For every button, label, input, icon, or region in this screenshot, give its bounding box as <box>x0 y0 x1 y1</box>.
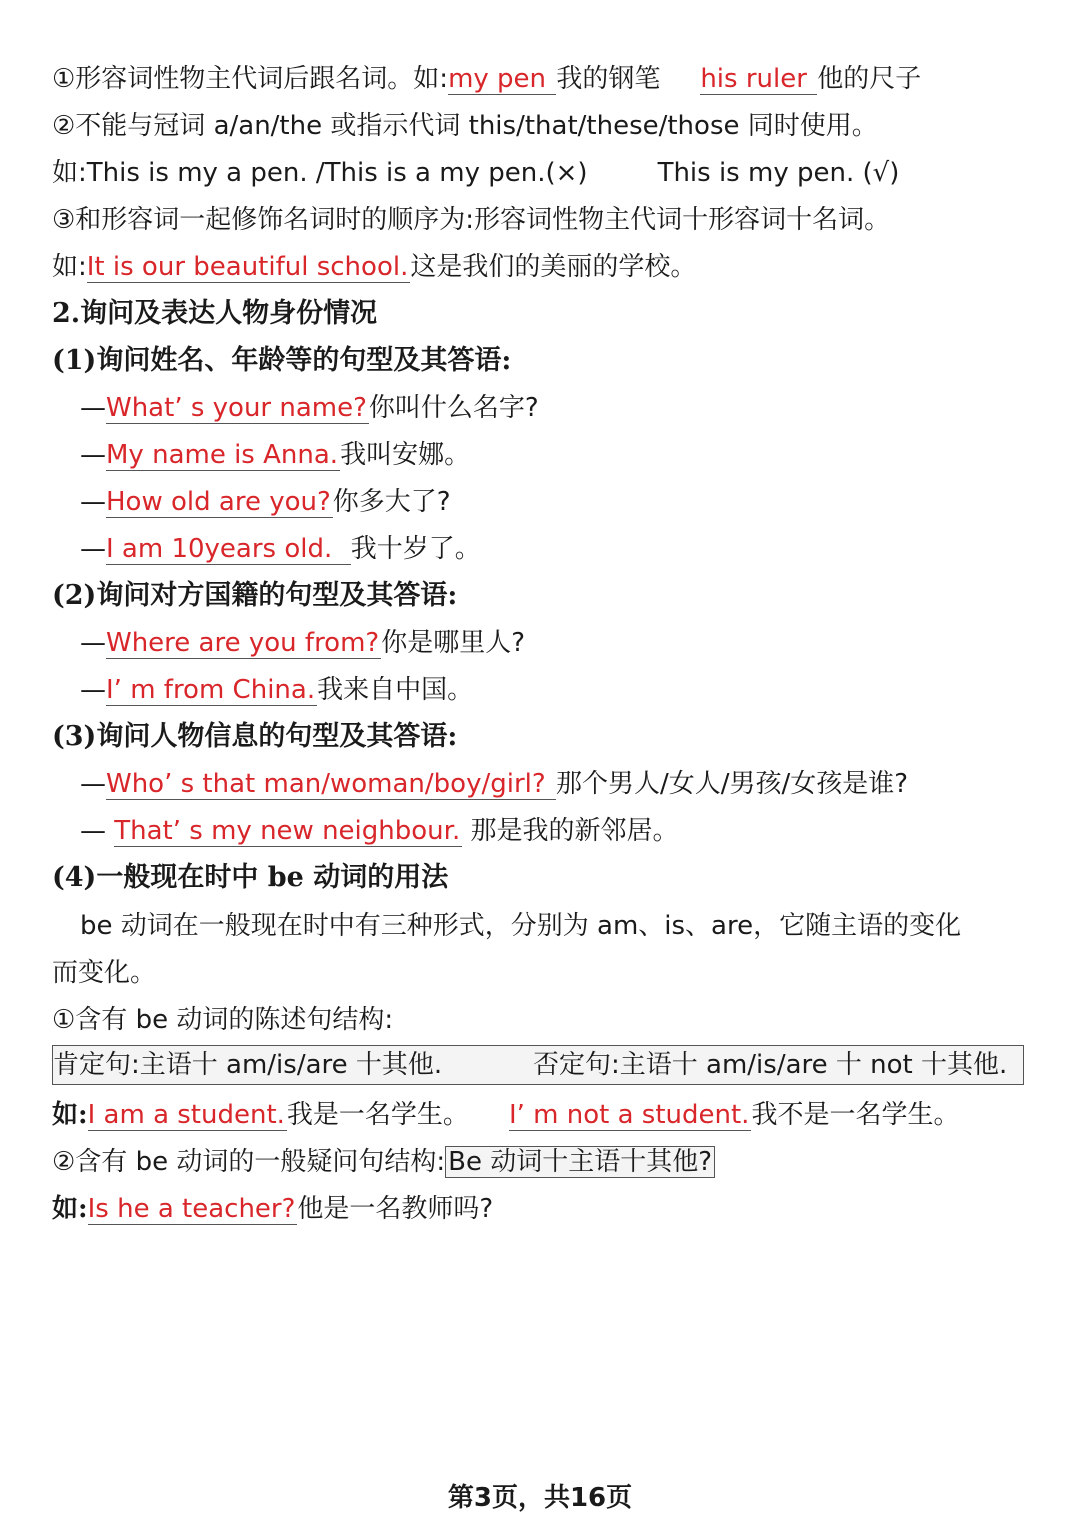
dialogue-dash: — <box>80 628 106 658</box>
english-sentence: What’ s your name? <box>106 393 367 423</box>
subsection-3-heading: (3)询问人物信息的句型及其答语: <box>52 721 458 752</box>
dialogue-line <box>80 437 1040 473</box>
dialogue-dash: — <box>80 440 106 470</box>
chinese-translation: 我来自中国。 <box>317 675 474 705</box>
affirmative-structure: 肯定句:主语十 am/is/are 十其他. <box>53 1050 443 1080</box>
english-sentence: Where are you from? <box>106 628 380 658</box>
structure-2-line <box>52 1144 1040 1180</box>
example-affirmative-translation: 我是一名学生。 <box>286 1100 469 1130</box>
sentence-structure-box <box>52 1045 1024 1085</box>
section-2-heading: 2.询问及表达人物身份情况 <box>52 298 378 329</box>
rule-2-text: ②不能与冠词 a/an/the 或指示代词 this/that/these/those 同时使用。 <box>52 111 878 141</box>
structure-2-example-line <box>52 1191 1040 1227</box>
dialogue-dash: — <box>80 675 106 705</box>
chinese-translation: 那是我的新邻居。 <box>462 816 679 846</box>
negative-structure: 否定句:主语十 am/is/are 十 not 十其他. <box>533 1050 1008 1080</box>
structure-1-example-line <box>52 1097 1040 1133</box>
dialogue-dash: — <box>80 816 115 846</box>
rule-3-text: ③和形容词一起修饰名词时的顺序为:形容词性物主代词十形容词十名词。 <box>52 205 891 235</box>
rule-1-line <box>52 61 1040 97</box>
subsection-1-heading: (1)询问姓名、年龄等的句型及其答语: <box>52 345 512 376</box>
correct-example: This is my pen. (√) <box>657 158 900 188</box>
chinese-translation: 你叫什么名字? <box>368 393 539 423</box>
dialogue-line <box>80 766 1040 802</box>
structure-1-label: ①含有 be 动词的陈述句结构: <box>52 1005 394 1035</box>
example-affirmative: I am a student. <box>87 1100 285 1130</box>
example-prefix: 如: <box>52 1100 88 1130</box>
example-question: Is he a teacher? <box>87 1194 296 1224</box>
chinese-translation: 你多大了? <box>332 487 451 517</box>
example-my-pen-translation: 我的钢笔 <box>556 64 661 94</box>
dialogue-dash: — <box>80 487 106 517</box>
dialogue-line <box>80 625 1040 661</box>
paragraph-line: 而变化。 <box>52 958 157 988</box>
chinese-translation: 那个男人/女人/男孩/女孩是谁? <box>555 769 909 799</box>
wrong-example: 如:This is my a pen. /This is a my pen.(×) <box>52 158 588 188</box>
question-structure-box: Be 动词十主语十其他? <box>445 1146 715 1178</box>
page-number: 第3页，共16页 <box>447 1483 633 1513</box>
dialogue-dash: — <box>80 534 106 564</box>
rule-3-example-line <box>52 249 1040 285</box>
rule-1-text: ①形容词性物主代词后跟名词。如: <box>52 64 449 94</box>
example-beautiful-school-translation: 这是我们的美丽的学校。 <box>410 252 697 282</box>
chinese-translation: 我叫安娜。 <box>340 440 471 470</box>
example-his-ruler-translation: 他的尺子 <box>817 64 922 94</box>
dialogue-line <box>80 531 1040 567</box>
english-sentence: How old are you? <box>106 487 331 517</box>
rule-2-line <box>52 108 1040 144</box>
dialogue-dash: — <box>80 393 106 423</box>
subsection-4-heading: (4)一般现在时中 be 动词的用法 <box>52 862 449 893</box>
example-question-translation: 他是一名教师吗? <box>297 1194 494 1224</box>
english-sentence: My name is Anna. <box>106 440 339 470</box>
chinese-translation: 你是哪里人? <box>381 628 526 658</box>
english-sentence: Who’ s that man/woman/boy/girl? <box>106 769 554 799</box>
structure-2-label: ②含有 be 动词的一般疑问句结构: <box>52 1147 446 1177</box>
example-prefix: 如: <box>52 1194 88 1224</box>
dialogue-line <box>80 390 1040 426</box>
example-my-pen: my pen <box>448 64 555 94</box>
subsection-2-heading: (2)询问对方国籍的句型及其答语: <box>52 580 458 611</box>
example-beautiful-school: It is our beautiful school. <box>86 252 409 282</box>
english-sentence: I’ m from China. <box>106 675 316 705</box>
paragraph-line: be 动词在一般现在时中有三种形式，分别为 am、is、are，它随主语的变化 <box>80 911 962 941</box>
chinese-translation: 我十岁了。 <box>350 534 481 564</box>
dialogue-line <box>80 672 1040 708</box>
english-sentence: That’ s my new neighbour. <box>114 816 461 846</box>
rule-2-example-line <box>52 155 1040 191</box>
example-negative-translation: 我不是一名学生。 <box>751 1100 960 1130</box>
english-sentence: I am 10years old. <box>106 534 349 564</box>
rule-3-line <box>52 202 1040 238</box>
dialogue-line <box>80 813 1040 849</box>
example-negative: I’ m not a student. <box>508 1100 750 1130</box>
example-prefix: 如: <box>52 252 87 282</box>
dialogue-dash: — <box>80 769 106 799</box>
dialogue-line <box>80 484 1040 520</box>
example-his-ruler: his ruler <box>700 64 816 94</box>
